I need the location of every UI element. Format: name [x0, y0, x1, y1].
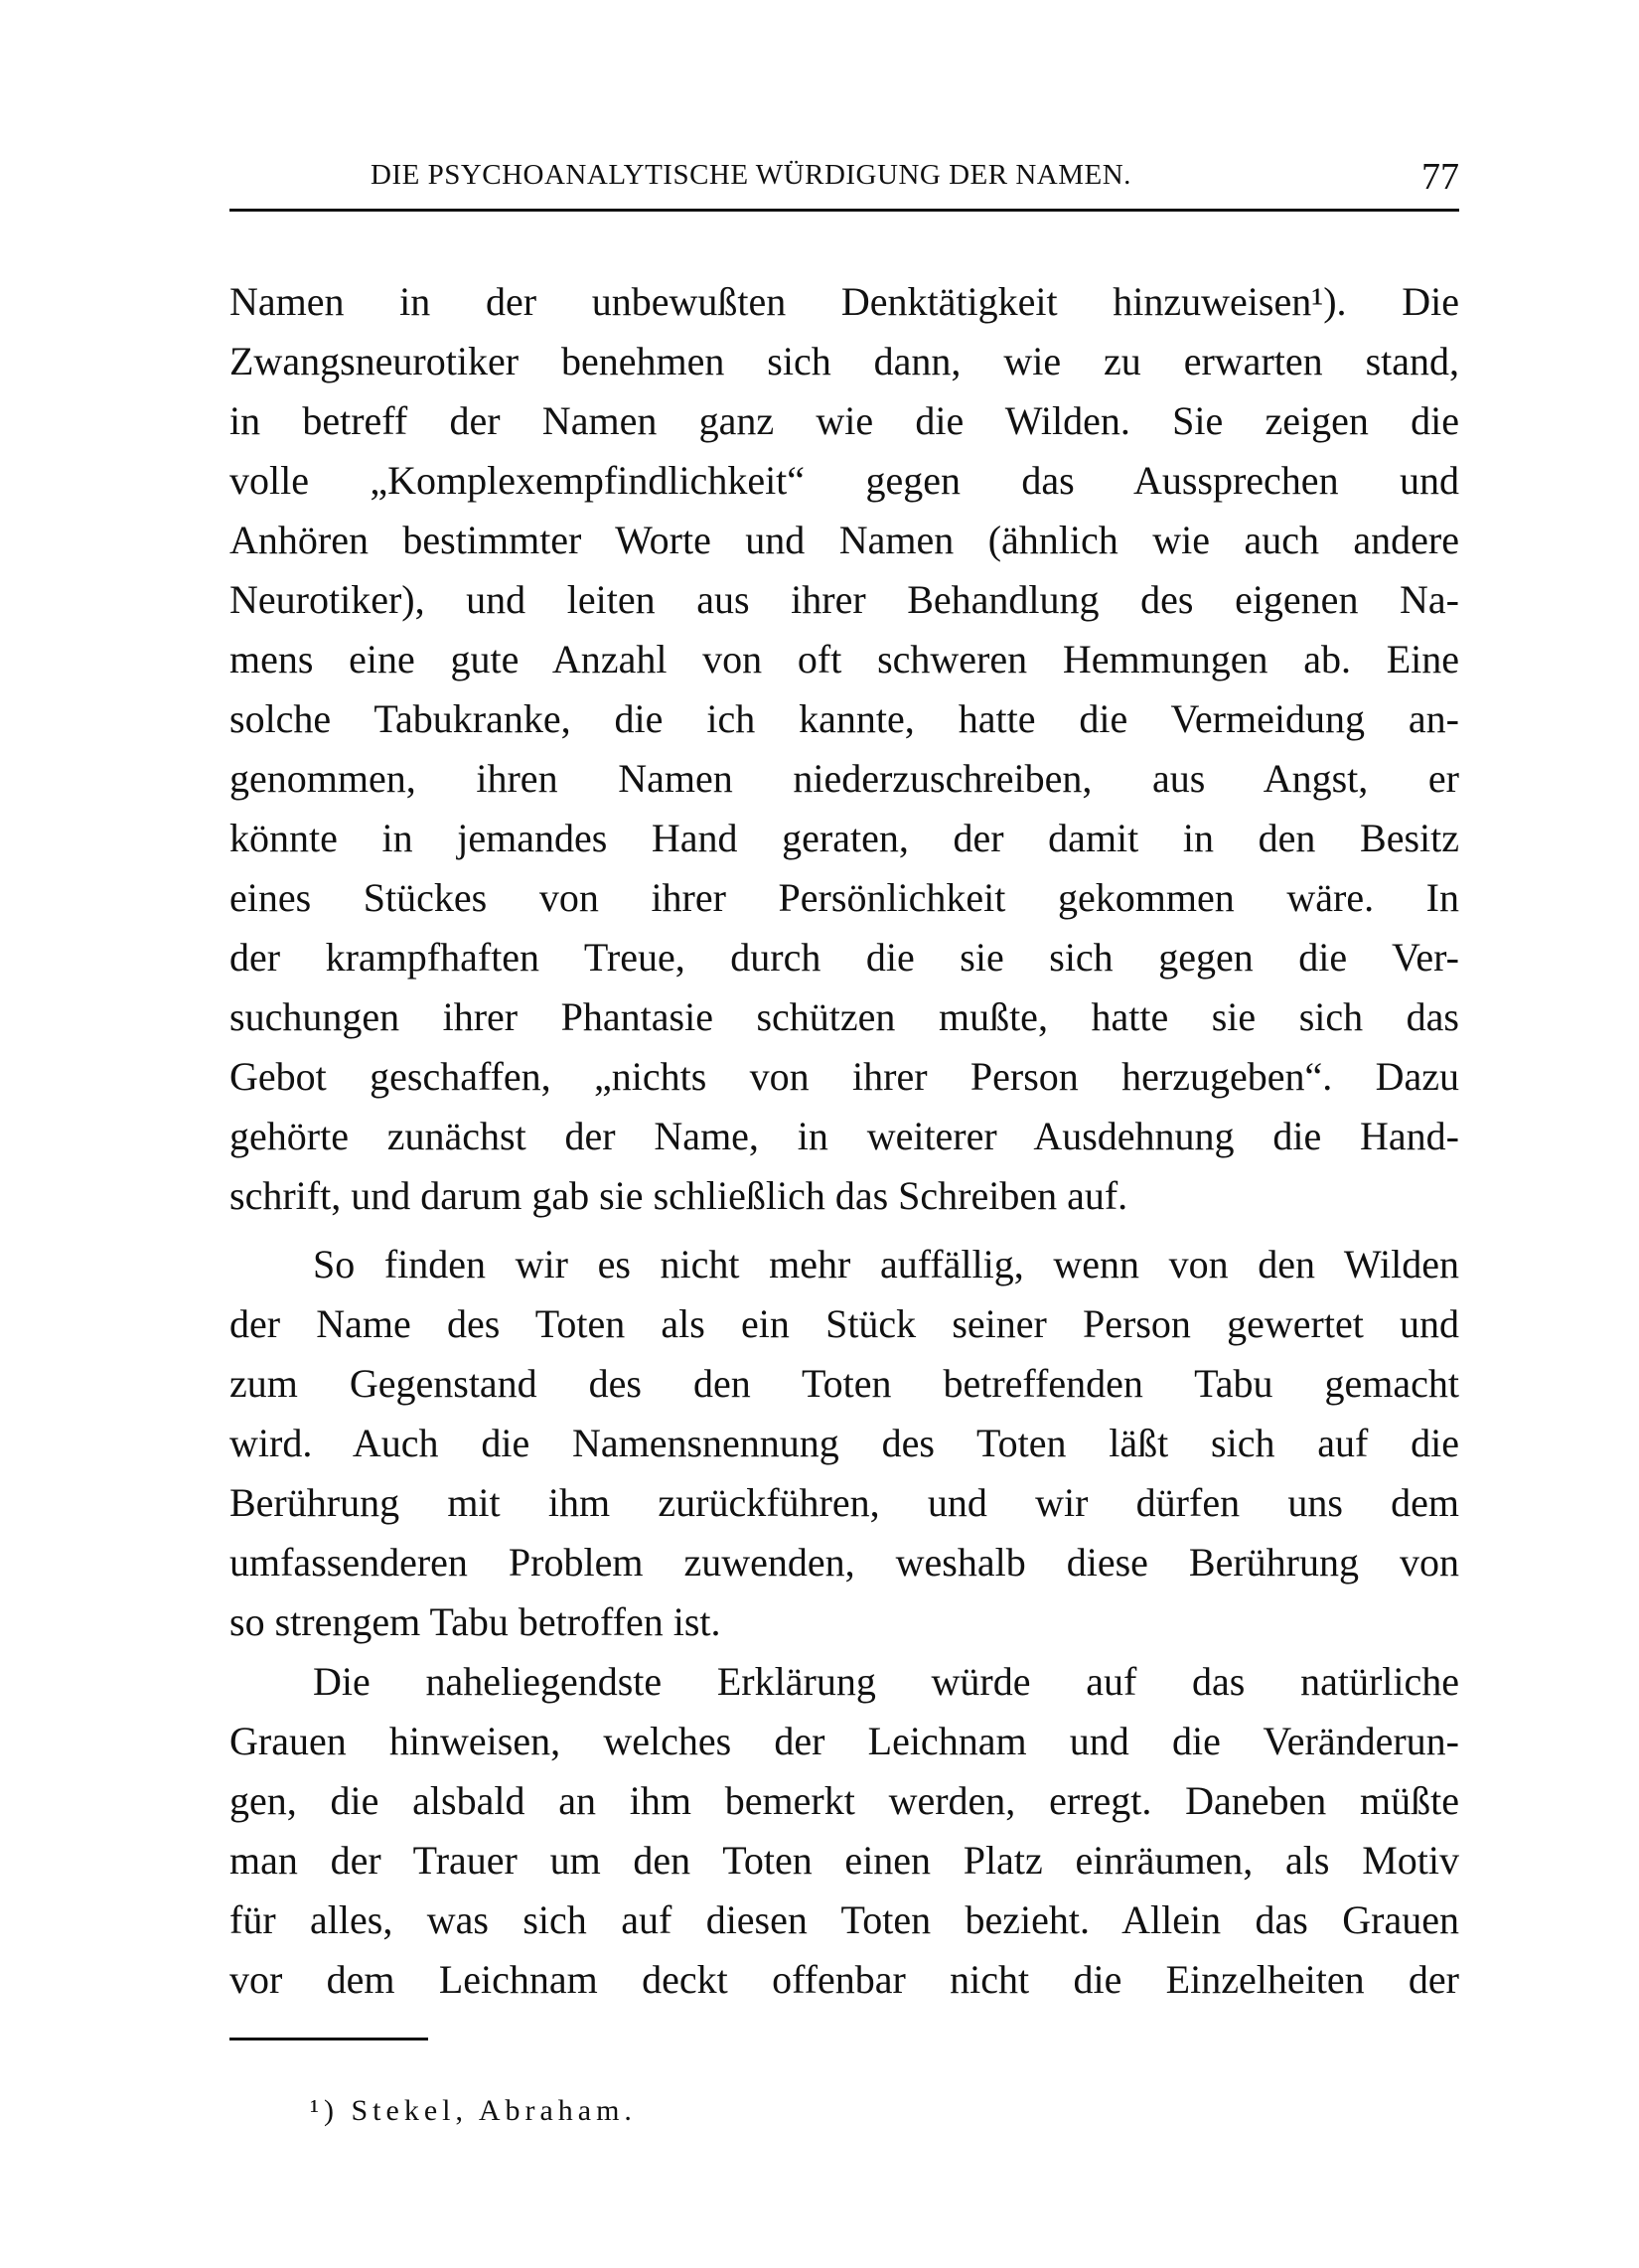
running-header [229, 156, 1459, 203]
text-line: So finden wir es nicht mehr auffällig, wenn von den Wilden [313, 1242, 1459, 1286]
page-number: 77 [1421, 156, 1459, 198]
text-line: der Name des Toten als ein Stück seiner Person gewertet und [229, 1301, 1459, 1346]
running-title: DIE PSYCHOANALYTISCHE WÜRDIGUNG DER NAMEN. [371, 159, 1131, 191]
text-line: für alles, was sich auf diesen Toten bezieht. Allein das Grauen [229, 1897, 1459, 1942]
text-line: mens eine gute Anzahl von oft schweren Hemmungen ab. Eine [229, 637, 1459, 681]
text-line: Neurotiker), und leiten aus ihrer Behandlung des eigenen Na- [229, 577, 1459, 622]
text-line: solche Tabukranke, die ich kannte, hatte die Vermeidung an- [229, 696, 1459, 741]
text-line: gen, die alsbald an ihm bemerkt werden, erregt. Daneben müßte [229, 1778, 1459, 1823]
text-line: Zwangsneurotiker benehmen sich dann, wie zu erwarten stand, [229, 339, 1459, 383]
footnote-rule [229, 2038, 428, 2041]
text-line: in betreff der Namen ganz wie die Wilden. Sie zeigen die [229, 398, 1459, 443]
text-line: umfassenderen Problem zuwenden, weshalb diese Berührung von [229, 1540, 1459, 1585]
text-line: zum Gegenstand des den Toten betreffenden Tabu gemacht [229, 1361, 1459, 1406]
paragraph-1 [229, 272, 1459, 1226]
text-line: Anhören bestimmter Worte und Namen (ähnlich wie auch andere [229, 518, 1459, 562]
paragraph-2 [229, 1235, 1459, 1652]
text-line: volle „Komplexempfindlichkeit“ gegen das Aussprechen und [229, 458, 1459, 503]
text-line: genommen, ihren Namen niederzuschreiben, aus Angst, er [229, 756, 1459, 801]
text-line: der krampfhaften Treue, durch die sie sich gegen die Ver- [229, 935, 1459, 980]
text-line: suchungen ihrer Phantasie schützen mußte, hatte sie sich das [229, 994, 1459, 1039]
paragraph-3 [229, 1652, 1459, 2010]
text-line: Berührung mit ihm zurückführen, und wir dürfen uns dem [229, 1480, 1459, 1525]
text-line: so strengem Tabu betroffen ist. [229, 1599, 721, 1644]
text-line: eines Stückes von ihrer Persönlichkeit gekommen wäre. In [229, 875, 1459, 920]
text-line: schrift, und darum gab sie schließlich das Schreiben auf. [229, 1173, 1128, 1218]
header-rule [229, 209, 1459, 212]
text-line: vor dem Leichnam deckt offenbar nicht die Einzelheiten der [229, 1957, 1459, 2002]
footnote: ¹) Stekel, Abraham. [310, 2094, 637, 2127]
text-line: wird. Auch die Namensnennung des Toten läßt sich auf die [229, 1421, 1459, 1465]
text-line: man der Trauer um den Toten einen Platz einräumen, als Motiv [229, 1838, 1459, 1883]
text-line: Die naheliegendste Erklärung würde auf das natürliche [313, 1659, 1459, 1704]
text-line: gehörte zunächst der Name, in weiterer Ausdehnung die Hand- [229, 1114, 1459, 1158]
text-line: Gebot geschaffen, „nichts von ihrer Person herzugeben“. Dazu [229, 1054, 1459, 1099]
text-line: könnte in jemandes Hand geraten, der damit in den Besitz [229, 816, 1459, 860]
text-line: Grauen hinweisen, welches der Leichnam und die Veränderun- [229, 1719, 1459, 1763]
text-line: Namen in der unbewußten Denktätigkeit hinzuweisen¹). Die [229, 279, 1459, 324]
